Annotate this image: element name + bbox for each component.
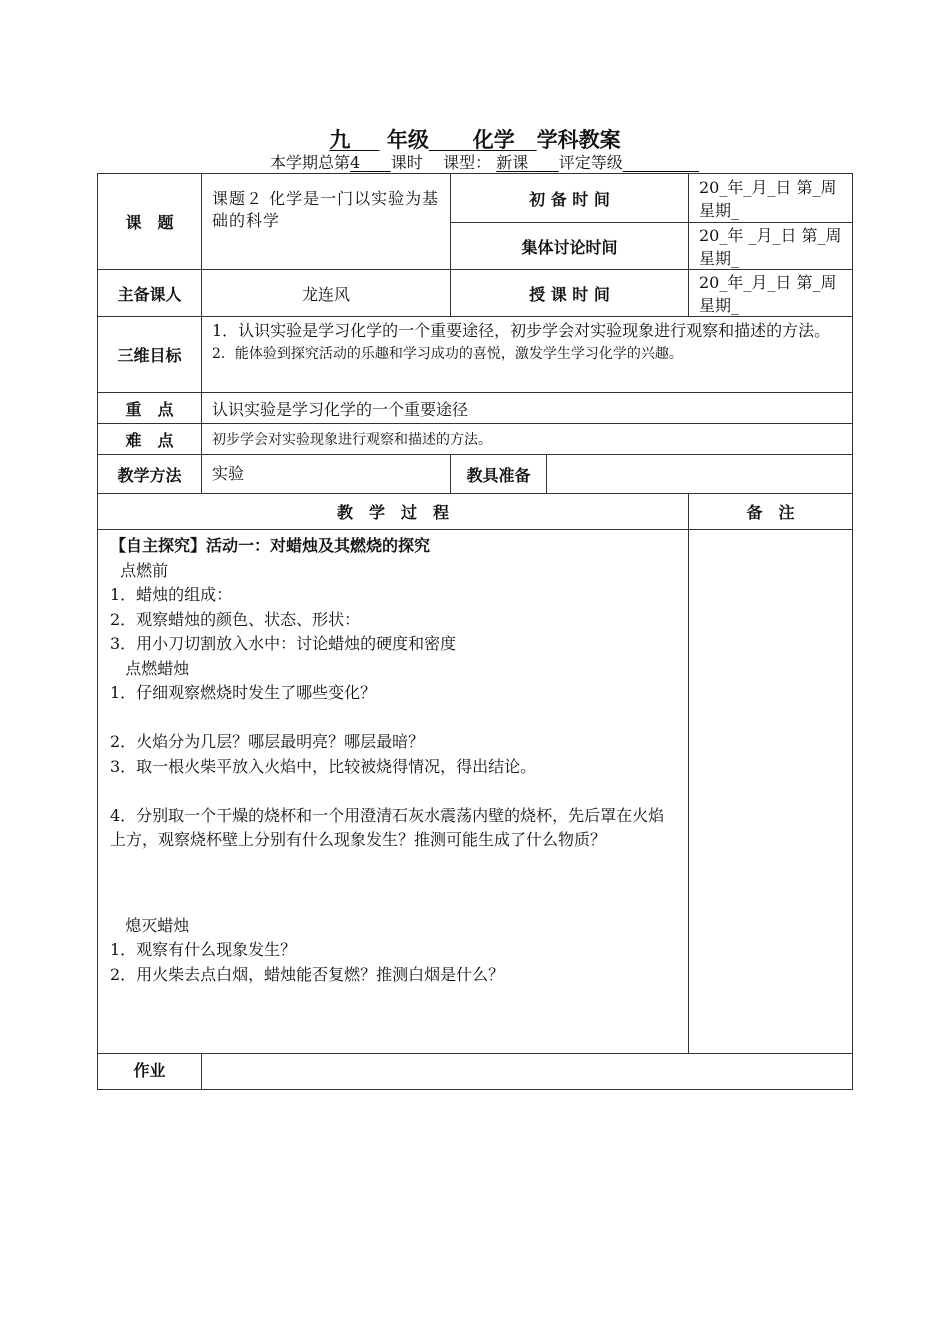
process-line: 1．仔细观察燃烧时发生了哪些变化？ (110, 683, 377, 702)
process-line: 2．观察蜡烛的颜色、状态、形状： (110, 609, 361, 629)
topic-label: 课 题 (98, 174, 202, 270)
preparer-value: 龙连风 (202, 270, 451, 317)
process-line: 2．用火柴去点白烟，蜡烛能否复燃？推测白烟是什么？ (110, 964, 505, 984)
process-line (110, 877, 680, 902)
process-line: 3．用小刀切割放入水中：讨论蜡烛的硬度和密度 (110, 634, 457, 653)
process-line: 3．取一根火柴平放入火焰中，比较被烧得情况，得出结论。 (110, 756, 537, 776)
process-line (110, 902, 680, 914)
group-time-value: 20_年 _月_日 第_周 星期_ (689, 223, 853, 270)
goals-label: 三维目标 (98, 317, 202, 393)
process-line: 点燃蜡烛 (110, 658, 190, 678)
process-line: 点燃前 (110, 560, 169, 580)
homework-label: 作业 (98, 1054, 202, 1090)
tools-value (547, 455, 853, 494)
process-line: 1．蜡烛的组成： (110, 585, 233, 604)
method-label: 教学方法 (98, 455, 202, 494)
grade: 九 (329, 128, 351, 152)
grade-suffix: 年级 (386, 128, 429, 152)
subject: 化学 (472, 128, 515, 152)
process-line (110, 853, 680, 878)
prep-time-label: 初 备 时 间 (451, 174, 689, 223)
tools-label: 教具准备 (451, 455, 547, 494)
group-time-label: 集体讨论时间 (451, 223, 689, 270)
lesson-no: 4 (350, 153, 361, 172)
subtitle-prefix: 本学期总第 (270, 153, 351, 172)
title-suffix: 学科教案 (536, 128, 621, 152)
notes-cell (689, 530, 853, 1054)
process-line: 2．火焰分为几层？哪层最明亮？哪层最暗？ (110, 732, 425, 751)
lesson-plan-table (97, 173, 853, 1090)
teach-time-label: 授 课 时 间 (451, 270, 689, 317)
subtitle (270, 150, 699, 173)
type-value: 新课 (496, 153, 529, 172)
notes-header: 备 注 (689, 494, 853, 530)
type-label: 课型： (443, 153, 492, 172)
process-line: 熄灭蜡烛 (110, 915, 190, 935)
difficulty-value: 初步学会对实验现象进行观察和描述的方法。 (202, 424, 853, 455)
teach-time-value: 20_年_月_日 第_周 星期_ (689, 270, 853, 317)
prep-time-value: 20_年_月_日 第_周 星期_ (689, 174, 853, 223)
homework-value (202, 1054, 853, 1090)
process-heading: 【自主探究】活动一：对蜡烛及其燃烧的探究 (110, 536, 431, 555)
process-content (98, 530, 689, 1054)
process-line: 4．分别取一个干燥的烧杯和一个用澄清石灰水震荡内壁的烧杯，先后罩在火焰上方，观察烧杯壁上分别有什么现象发生？推测可能生成了什么物质？ (110, 805, 665, 849)
goals-cell (202, 317, 853, 393)
lesson-unit: 课时 (390, 153, 423, 172)
process-header: 教 学 过 程 (98, 494, 689, 530)
process-line (110, 779, 680, 804)
process-line: 1．观察有什么现象发生？ (110, 940, 297, 959)
key-value: 认识实验是学习化学的一个重要途径 (202, 393, 853, 424)
goal-2: 2．能体验到探究活动的乐趣和学习成功的喜悦，激发学生学习化学的兴趣。 (212, 346, 683, 362)
process-line (110, 706, 680, 731)
goal-1: 1．认识实验是学习化学的一个重要途径，初步学会对实验现象进行观察和描述的方法。 (212, 321, 831, 340)
preparer-label: 主备课人 (98, 270, 202, 317)
topic-value: 课题２ 化学是一门以实验为基础的科学 (202, 174, 451, 270)
method-value: 实验 (202, 455, 451, 494)
rating-label: 评定等级 (558, 153, 623, 172)
difficulty-label: 难 点 (98, 424, 202, 455)
key-label: 重 点 (98, 393, 202, 424)
